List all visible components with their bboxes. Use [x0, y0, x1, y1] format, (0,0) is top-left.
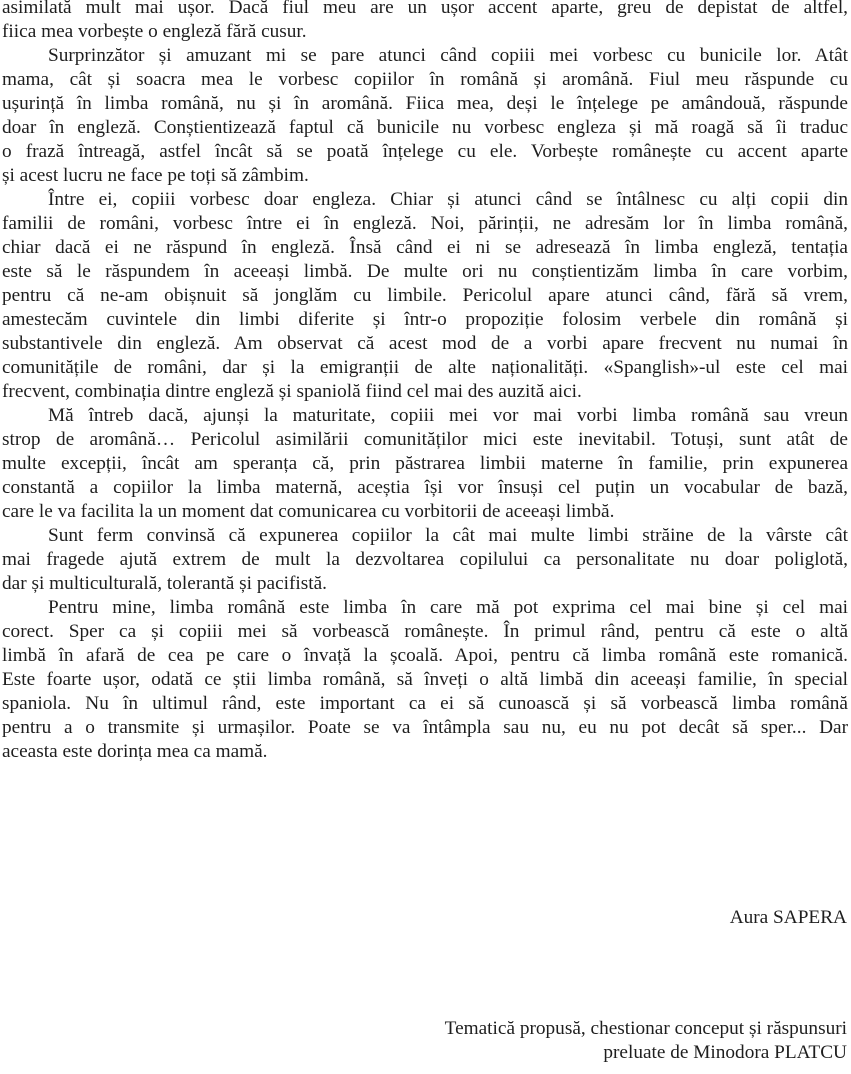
text-line: chiar dacă ei ne răspund în engleză. Însă când ei ni se adresează în limba engleză, tentația — [2, 237, 848, 258]
article-body — [2, 0, 848, 764]
text-line: asimilată mult mai ușor. Dacă fiul meu are un ușor accent aparte, greu de depistat de altfel, — [2, 0, 848, 18]
text-line: Surprinzător și amuzant mi se pare atunci când copiii mei vorbesc cu bunicile lor. Atât — [48, 45, 848, 66]
text-line: aceasta este dorința mea ca mamă. — [2, 741, 268, 762]
text-line: dar și multiculturală, tolerantă și pacifistă. — [2, 573, 327, 594]
credit-line-1: Tematică propusă, chestionar conceput și răspunsuri — [444, 1018, 847, 1039]
text-line: mai fragede ajută extrem de mult la dezvoltarea copilului ca personalitate nu doar poliglotă, — [2, 549, 848, 570]
text-line: Este foarte ușor, odată ce știi limba română, să înveți o altă limbă din aceeași familie, în special — [2, 669, 848, 690]
text-line: și acest lucru ne face pe toți să zâmbim. — [2, 165, 309, 186]
text-line: este să le răspundem în aceeași limbă. De multe ori nu conștientizăm limba în care vorbim, — [2, 261, 848, 282]
text-line: strop de aromână… Pericolul asimilării comunităților mici este inevitabil. Totuși, sunt atât de — [2, 429, 848, 450]
text-line: doar în engleză. Conștientizează faptul că bunicile nu vorbesc engleza și mă roagă să îi traduc — [2, 117, 848, 138]
text-line: ușurință în limba română, nu și în aromână. Fiica mea, deși le înțelege pe amândouă, răspunde — [2, 93, 848, 114]
text-line: mama, cât și soacra mea le vorbesc copiilor în română și aromână. Fiul meu răspunde cu — [2, 69, 848, 90]
text-line: familii de români, vorbesc între ei în engleză. Noi, părinții, ne adresăm lor în limba română, — [2, 213, 848, 234]
author-signature: Aura SAPERA — [729, 907, 847, 928]
text-line: Mă întreb dacă, ajunși la maturitate, copiii mei vor mai vorbi limba română sau vreun — [48, 405, 848, 426]
text-line: amestecăm cuvintele din limbi diferite și într-o propoziție folosim verbele din română și — [2, 309, 848, 330]
credit-line-2: preluate de Minodora PLATCU — [603, 1042, 847, 1063]
text-line: substantivele din engleză. Am observat că acest mod de a vorbi apare frecvent nu numai în — [2, 333, 848, 354]
text-line: spaniola. Nu în ultimul rând, este important ca ei să cunoască și să vorbească limba română — [2, 693, 848, 714]
text-line: corect. Sper ca și copiii mei să vorbească românește. În primul rând, pentru că este o altă — [2, 621, 848, 642]
text-line: limbă în afară de cea pe care o învață la școală. Apoi, pentru că limba română este romanică. — [2, 645, 848, 666]
text-line: Între ei, copiii vorbesc doar engleza. Chiar și atunci când se întâlnesc cu alți copii din — [48, 189, 848, 210]
text-line: fiica mea vorbește o engleză fără cusur. — [2, 21, 307, 42]
text-line: frecvent, combinația dintre engleză și spaniolă fiind cel mai des auzită aici. — [2, 381, 582, 402]
text-line: Sunt ferm convinsă că expunerea copiilor la cât mai multe limbi străine de la vârste cât — [48, 525, 848, 546]
text-line: care le va facilita la un moment dat comunicarea cu vorbitorii de aceeași limbă. — [2, 501, 615, 522]
text-line: o frază întreagă, astfel încât să se poată înțelege cu ele. Vorbește românește cu accent aparte — [2, 141, 848, 162]
text-line: constantă a copiilor la limba maternă, aceștia își vor însuși cel puțin un vocabular de bază, — [2, 477, 848, 498]
text-line: multe excepții, încât am speranța că, prin păstrarea limbii materne în familie, prin expunerea — [2, 453, 848, 474]
credit-note — [445, 1017, 847, 1065]
text-line: pentru că ne-am obișnuit să jonglăm cu limbile. Pericolul apare atunci când, fără să vrem, — [2, 285, 848, 306]
text-line: comunitățile de români, dar și la emigranții de alte naționalități. «Spanglish»-ul este cel mai — [2, 357, 848, 378]
text-line: Pentru mine, limba română este limba în care mă pot exprima cel mai bine și cel mai — [48, 597, 848, 618]
text-line: pentru a o transmite și urmașilor. Poate se va întâmpla sau nu, eu nu pot decât să sper... Dar — [2, 717, 848, 738]
